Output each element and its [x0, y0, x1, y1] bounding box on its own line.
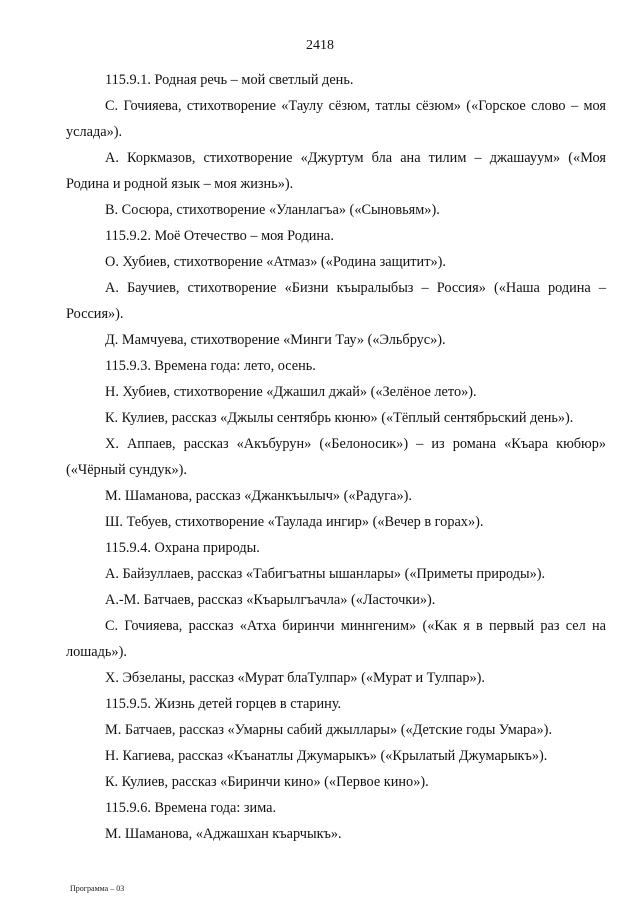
paragraph: Д. Мамчуева, стихотворение «Минги Тау» («Эльбрус»).: [105, 332, 446, 348]
paragraph: 115.9.2. Моё Отечество – моя Родина.: [105, 228, 334, 244]
paragraph: Х. Эбзеланы, рассказ «Мурат блаТулпар» («Мурат и Тулпар»).: [105, 670, 485, 686]
paragraph: Н. Кагиева, рассказ «Къанатлы Джумарыкъ» («Крылатый Джумарыкъ»).: [105, 748, 548, 764]
paragraph: Н. Хубиев, стихотворение «Джашил джай» («Зелёное лето»).: [105, 384, 477, 400]
paragraph: О. Хубиев, стихотворение «Атмаз» («Родина защитит»).: [105, 254, 446, 270]
paragraph: А. Байзуллаев, рассказ «Табигъатны ышанлары» («Приметы природы»).: [105, 566, 546, 582]
paragraph: 115.9.1. Родная речь – мой светлый день.: [105, 72, 354, 88]
paragraph: С. Гочияева, стихотворение «Таулу сёзюм, татлы сёзюм» («Горское слово – моя услада»).: [66, 98, 606, 140]
paragraph: М. Шаманова, рассказ «Джанкъылыч» («Радуга»).: [105, 488, 412, 504]
document-body: [66, 67, 606, 847]
page-footer: Программа – 03: [70, 884, 125, 893]
paragraph: А. Коркмазов, стихотворение «Джуртум бла ана тилим – джашауум» («Моя Родина и родной язык – моя жизнь»).: [66, 150, 606, 192]
paragraph: Ш. Тебуев, стихотворение «Таулада ингир» («Вечер в горах»).: [105, 514, 484, 530]
paragraph: М. Шаманова, «Аджашхан къарчыкъ».: [105, 826, 342, 842]
paragraph: 115.9.6. Времена года: зима.: [105, 800, 277, 816]
paragraph: 115.9.5. Жизнь детей горцев в старину.: [105, 696, 342, 712]
paragraph: К. Кулиев, рассказ «Джылы сентябрь кюню» («Тёплый сентябрьский день»).: [105, 410, 574, 426]
paragraph: В. Сосюра, стихотворение «Уланлагъа» («Сыновьям»).: [105, 202, 440, 218]
paragraph: С. Гочияева, рассказ «Атха биринчи миннгеним» («Как я в первый раз сел на лошадь»).: [66, 618, 606, 660]
page-number: 2418: [306, 38, 334, 53]
paragraph: А. Баучиев, стихотворение «Бизни къыралыбыз – Россия» («Наша родина – Россия»).: [66, 280, 606, 322]
paragraph: К. Кулиев, рассказ «Биринчи кино» («Первое кино»).: [105, 774, 429, 790]
paragraph: 115.9.4. Охрана природы.: [105, 540, 260, 556]
paragraph: Х. Аппаев, рассказ «Акъбурун» («Белоносик») – из романа «Къара кюбюр» («Чёрный сундук»).: [66, 436, 606, 478]
paragraph: А.-М. Батчаев, рассказ «Къарылгъачла» («Ласточки»).: [105, 592, 436, 608]
paragraph: 115.9.3. Времена года: лето, осень.: [105, 358, 316, 374]
paragraph: М. Батчаев, рассказ «Умарны сабий джыллары» («Детские годы Умара»).: [105, 722, 553, 738]
